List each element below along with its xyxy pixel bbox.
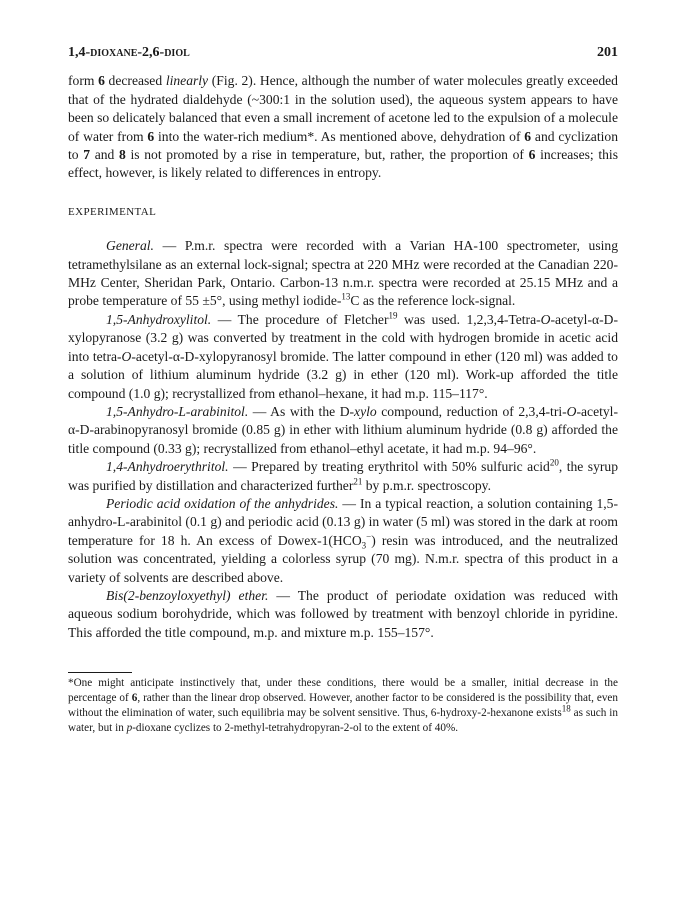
spacer	[68, 642, 618, 660]
section-heading-experimental: EXPERIMENTAL	[68, 205, 157, 218]
paragraph-bis-benzoyloxyethyl-ether: Bis(2-benzoyloxyethyl) ether. — The product of periodate oxidation was reduced with aqueous sodium borohydride, which was followed by treatment with benzoyl chloride in pyridine. This afforded the title compound, m.p. and mixture m.p. 155–157°.	[68, 587, 618, 640]
paragraph-periodic-oxidation: Periodic acid oxidation of the anhydrides. — In a typical reaction, a solution containing 1,5-anhydro-L-arabinitol (0.1 g) and periodic acid (0.13 g) in water (5 ml) was stored in the dark at room temperature for 18 h. An excess of Dowex-$1(HCO_3^-)$ resin was introduced, and the neutralized solution was concentrated, yielding a colorless syrup (70 mg). N.m.r. spectra of this product in a variety of solvents are described above.	[68, 495, 619, 585]
paragraph-general: General. — P.m.r. spectra were recorded with a Varian HA-100 spectrometer, using tetramethylsilane as an external lock-signal; spectra at 220 MHz were recorded at the Canadian 220-MHz Center, Sheridan Park, Ontario. Carbon-13 n.m.r. spectra were recorded at 25.15 MHz and a probe temperature of 55 ±5°, using methyl iodide-$^{13}$C as the reference lock-signal.	[68, 238, 618, 309]
paragraph-anhydroxylitol: 1,5-Anhydroxylitol. — The procedure of Fletcher$^{19}$ was used. 1,2,3,4-Tetra-O-acetyl-α-D-xylopyranose (3.2 g) was converted by treatment in the cold with hydrogen bromide in acetic acid into tetra-O-acetyl-α-D-xylopyranosyl bromide. The latter compound in ether (120 ml) was added to a solution of lithium aluminum hydride (3.2 g) in ether (120 ml). Work-up afforded the title compound (1.0 g); recrystallized from ethanol–hexane, it had m.p. 115–117°.	[68, 310, 618, 401]
paragraph-anhydro-arabinitol: 1,5-Anhydro-L-arabinitol. — As with the D-xylo compound, reduction of 2,3,4-tri-O-acetyl-α-D-arabinopyranosyl bromide (0.85 g) in ether with lithium aluminum hydride (0.8 g) afforded the title compound (0.33 g); recrystallized from ethanol–ethyl acetate, it had m.p. 94–96°.	[68, 403, 618, 456]
running-title: 1,4-dioxane-2,6-diol	[68, 45, 190, 60]
footnote-rule	[68, 672, 132, 673]
paragraph-title: Bis(2-benzoyloxyethyl) ether.	[106, 587, 269, 603]
paragraph-title: 1,5-Anhydro-L-arabinitol.	[106, 403, 249, 419]
paragraph-title: 1,4-Anhydroerythritol.	[106, 459, 229, 475]
footnote: *One might anticipate instinctively that, under these conditions, there would be a smaller, initial decrease in the percentage of 6, rather than the linear drop observed. However, another factor to be considered is the possibility that, even without the elimination of water, such equilibria may be solvent sensitive. Thus, 6-hydroxy-2-hexanone exists$^{18}$ as such in water, but in p-dioxane cyclizes to 2-methyl-tetrahydropyran-2-ol to the extent of 40%.	[68, 677, 618, 734]
paragraph-title: Periodic acid oxidation of the anhydrides.	[106, 495, 339, 511]
page-number: 201	[597, 45, 618, 60]
paragraph-title: 1,5-Anhydroxylitol.	[106, 311, 212, 327]
paragraph-title: General.	[106, 238, 154, 254]
intro-paragraph: form 6 decreased linearly (Fig. 2). Hence, although the number of water molecules greatly exceeded that of the hydrated dialdehyde (~300:1 in the solution used), the aqueous system appears to have been so delicately balanced that even a small increment of acetone led to the expulsion of a molecule of water from 6 into the water-rich medium*. As mentioned above, dehydration of 6 and cyclization to 7 and 8 is not promoted by a rise in temperature, but, rather, the proportion of 6 increases; this effect, however, is likely related to differences in entropy.	[68, 73, 618, 181]
running-head	[68, 44, 618, 62]
paragraph-anhydroerythritol: 1,4-Anhydroerythritol. — Prepared by treating erythritol with 50% sulfuric acid$^{20}$, the syrup was purified by distillation and characterized further$^{21}$ by p.m.r. spectroscopy.	[68, 457, 619, 493]
